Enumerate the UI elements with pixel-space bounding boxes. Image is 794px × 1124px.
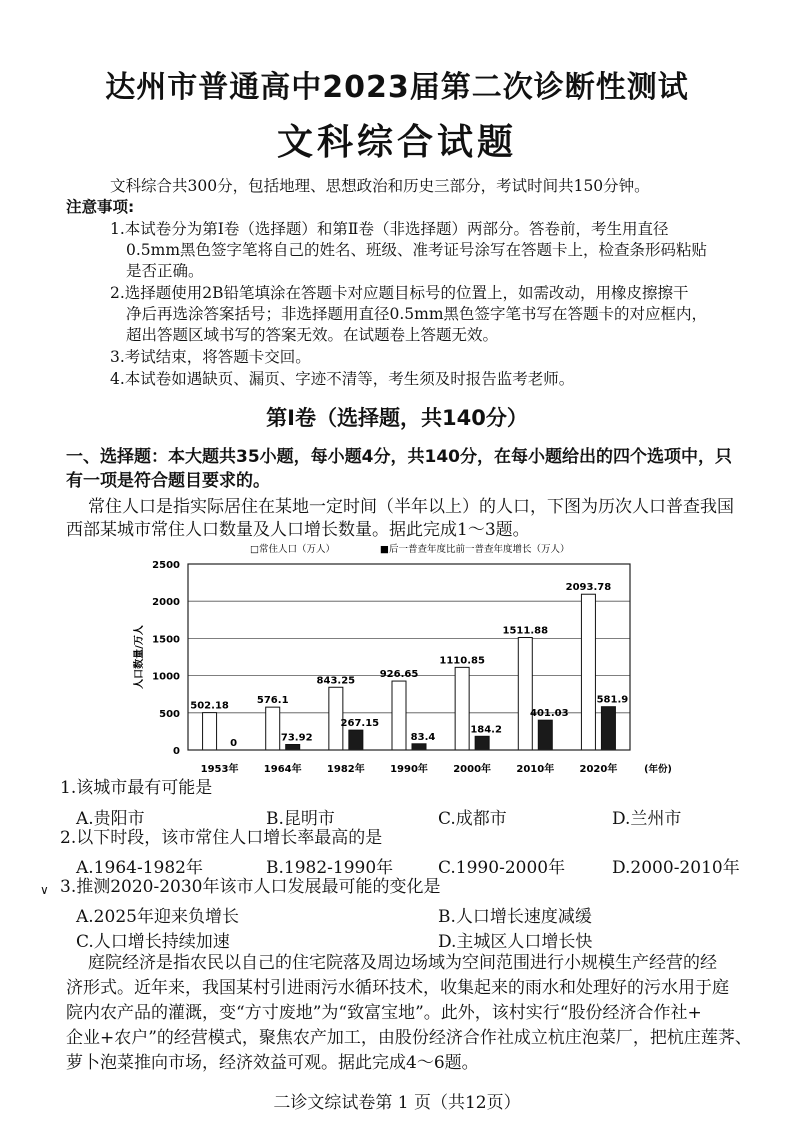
- bar-population: [392, 681, 406, 750]
- x-tick-label: 2010年: [516, 764, 555, 775]
- notice-line: 2.选择题使用2B铅笔填涂在答题卡对应题目标号的位置上，如需改动，用橡皮擦擦干: [110, 284, 689, 302]
- q3-option-b: B.人口增长速度减缓: [438, 907, 592, 927]
- data-label-growth: 581.9: [596, 694, 629, 706]
- q1-option-d: D.兰州市: [612, 809, 682, 829]
- page-footer: 二诊文综试卷第 1 页（共12页）: [273, 1093, 521, 1113]
- material2-text: 萝卜泡菜推向市场，经济效益可观。据此完成4～6题。: [66, 1053, 479, 1073]
- question-1: 1.该城市最有可能是: [60, 778, 213, 798]
- q2-option-c: C.1990-2000年: [438, 858, 566, 878]
- y-tick-label: 2500: [152, 560, 180, 571]
- data-label-growth: 401.03: [529, 708, 569, 720]
- data-label-population: 1110.85: [439, 655, 485, 667]
- y-axis-label: 人口数量/万人: [134, 625, 145, 689]
- data-label-growth: 184.2: [470, 724, 502, 736]
- legend-population: □常住人口（万人）: [250, 544, 335, 555]
- population-bar-chart: [130, 540, 690, 780]
- y-tick-label: 500: [159, 708, 180, 720]
- material-text: 常住人口是指实际居住在某地一定时间（半年以上）的人口，下图为历次人口普查我国: [88, 497, 734, 517]
- bar-growth: [286, 745, 300, 750]
- section-instruction: 一、选择题：本大题共35小题，每小题4分，共140分，在每小题给出的四个选项中，只: [66, 447, 732, 467]
- x-tick-label: 2020年: [579, 764, 618, 775]
- x-tick-label: 2000年: [453, 764, 492, 775]
- data-label-population: 843.25: [316, 675, 356, 687]
- data-label-growth: 0: [230, 738, 238, 749]
- notice-line: 净后再选涂答案括号；非选择题用直径0.5mm黑色签字笔书写在答题卡的对应框内，: [126, 305, 708, 323]
- question-3: 3.推测2020-2030年该市人口发展最可能的变化是: [60, 877, 441, 897]
- bar-population: [581, 594, 595, 750]
- x-tick-label: 1964年: [263, 764, 302, 775]
- y-tick-label: 1000: [152, 671, 180, 683]
- q2-option-a: A.1964-1982年: [76, 858, 203, 878]
- notice-line: 4.本试卷如遇缺页、漏页、字迹不清等，考生须及时报告监考老师。: [110, 370, 575, 388]
- question-2: 2.以下时段，该市常住人口增长率最高的是: [60, 828, 383, 848]
- y-tick-label: 1500: [152, 634, 180, 646]
- data-label-population: 926.65: [379, 669, 419, 681]
- chart-gridlines: [188, 564, 630, 750]
- data-label-growth: 83.4: [410, 731, 436, 743]
- material2-text: 济形式。近年来，我国某村引进雨污水循环技术，收集起来的雨水和处理好的污水用于庭: [66, 978, 729, 998]
- data-label-population: 576.1: [256, 695, 289, 707]
- data-label-population: 2093.78: [565, 582, 612, 594]
- y-tick-label: 0: [173, 746, 180, 757]
- intro-text: 文科综合共300分，包括地理、思想政治和历史三部分，考试时间共150分钟。: [110, 177, 650, 195]
- data-label-growth: 267.15: [340, 718, 380, 730]
- bar-population: [266, 707, 280, 750]
- chart-frame: [188, 564, 630, 750]
- bar-growth: [349, 730, 363, 750]
- data-label-population: 502.18: [190, 700, 229, 712]
- q1-option-b: B.昆明市: [266, 809, 335, 829]
- notice-line: 1.本试卷分为第Ⅰ卷（选择题）和第Ⅱ卷（非选择题）两部分。答卷前，考生用直径: [110, 220, 669, 238]
- material2-text: 院内农产品的灌溉，变“方寸废地”为“致富宝地”。此外，该村实行“股份经济合作社+: [66, 1003, 702, 1023]
- legend-growth: ■后一普查年度比前一普查年度增长（万人）: [380, 544, 570, 555]
- notice-line: 超出答题区域书写的答案无效。在试题卷上答题无效。: [126, 326, 499, 344]
- q3-option-a: A.2025年迎来负增长: [76, 907, 239, 927]
- handwritten-mark: ∨: [40, 883, 49, 897]
- q2-option-d: D.2000-2010年: [612, 858, 740, 878]
- x-tick-label: 1982年: [326, 764, 365, 775]
- bar-population: [455, 667, 469, 750]
- section-title: 第Ⅰ卷（选择题，共140分）: [266, 406, 528, 430]
- q1-option-c: C.成都市: [438, 809, 507, 829]
- exam-subtitle: 文科综合试题: [276, 122, 517, 163]
- q1-option-a: A.贵阳市: [76, 809, 145, 829]
- notice-line: 是否正确。: [126, 262, 204, 280]
- notice-heading: 注意事项:: [66, 198, 135, 216]
- x-tick-label: 1953年: [200, 764, 239, 775]
- x-tick-label: 1990年: [390, 764, 428, 775]
- material2-text: 企业+农户”的经营模式，聚焦农产加工，由股份经济合作社成立杭庄泡菜厂，把杭庄莲荠、: [66, 1028, 752, 1048]
- bar-population: [518, 638, 532, 750]
- bar-population: [203, 713, 217, 750]
- material-text: 西部某城市常住人口数量及人口增长数量。据此完成1～3题。: [66, 520, 530, 540]
- section-instruction: 有一项是符合题目要求的。: [66, 471, 270, 491]
- bar-growth: [475, 736, 489, 750]
- exam-title: 达州市普通高中2023届第二次诊断性测试: [105, 70, 689, 105]
- q3-option-c: C.人口增长持续加速: [76, 932, 230, 952]
- bar-growth: [601, 707, 615, 750]
- q2-option-b: B.1982-1990年: [266, 858, 394, 878]
- bar-growth: [412, 744, 426, 750]
- y-tick-label: 2000: [152, 597, 180, 609]
- data-label-growth: 73.92: [280, 732, 313, 744]
- bar-growth: [538, 720, 552, 750]
- data-label-population: 1511.88: [502, 625, 549, 637]
- notice-line: 0.5mm黑色签字笔将自己的姓名、班级、准考证号涂写在答题卡上，检查条形码粘贴: [126, 241, 708, 259]
- x-axis-unit: (年份): [644, 764, 672, 775]
- material2-text: 庭院经济是指农民以自己的住宅院落及周边场域为空间范围进行小规模生产经营的经: [88, 953, 717, 973]
- notice-line: 3.考试结束，将答题卡交回。: [110, 348, 311, 366]
- q3-option-d: D.主城区人口增长快: [438, 932, 593, 952]
